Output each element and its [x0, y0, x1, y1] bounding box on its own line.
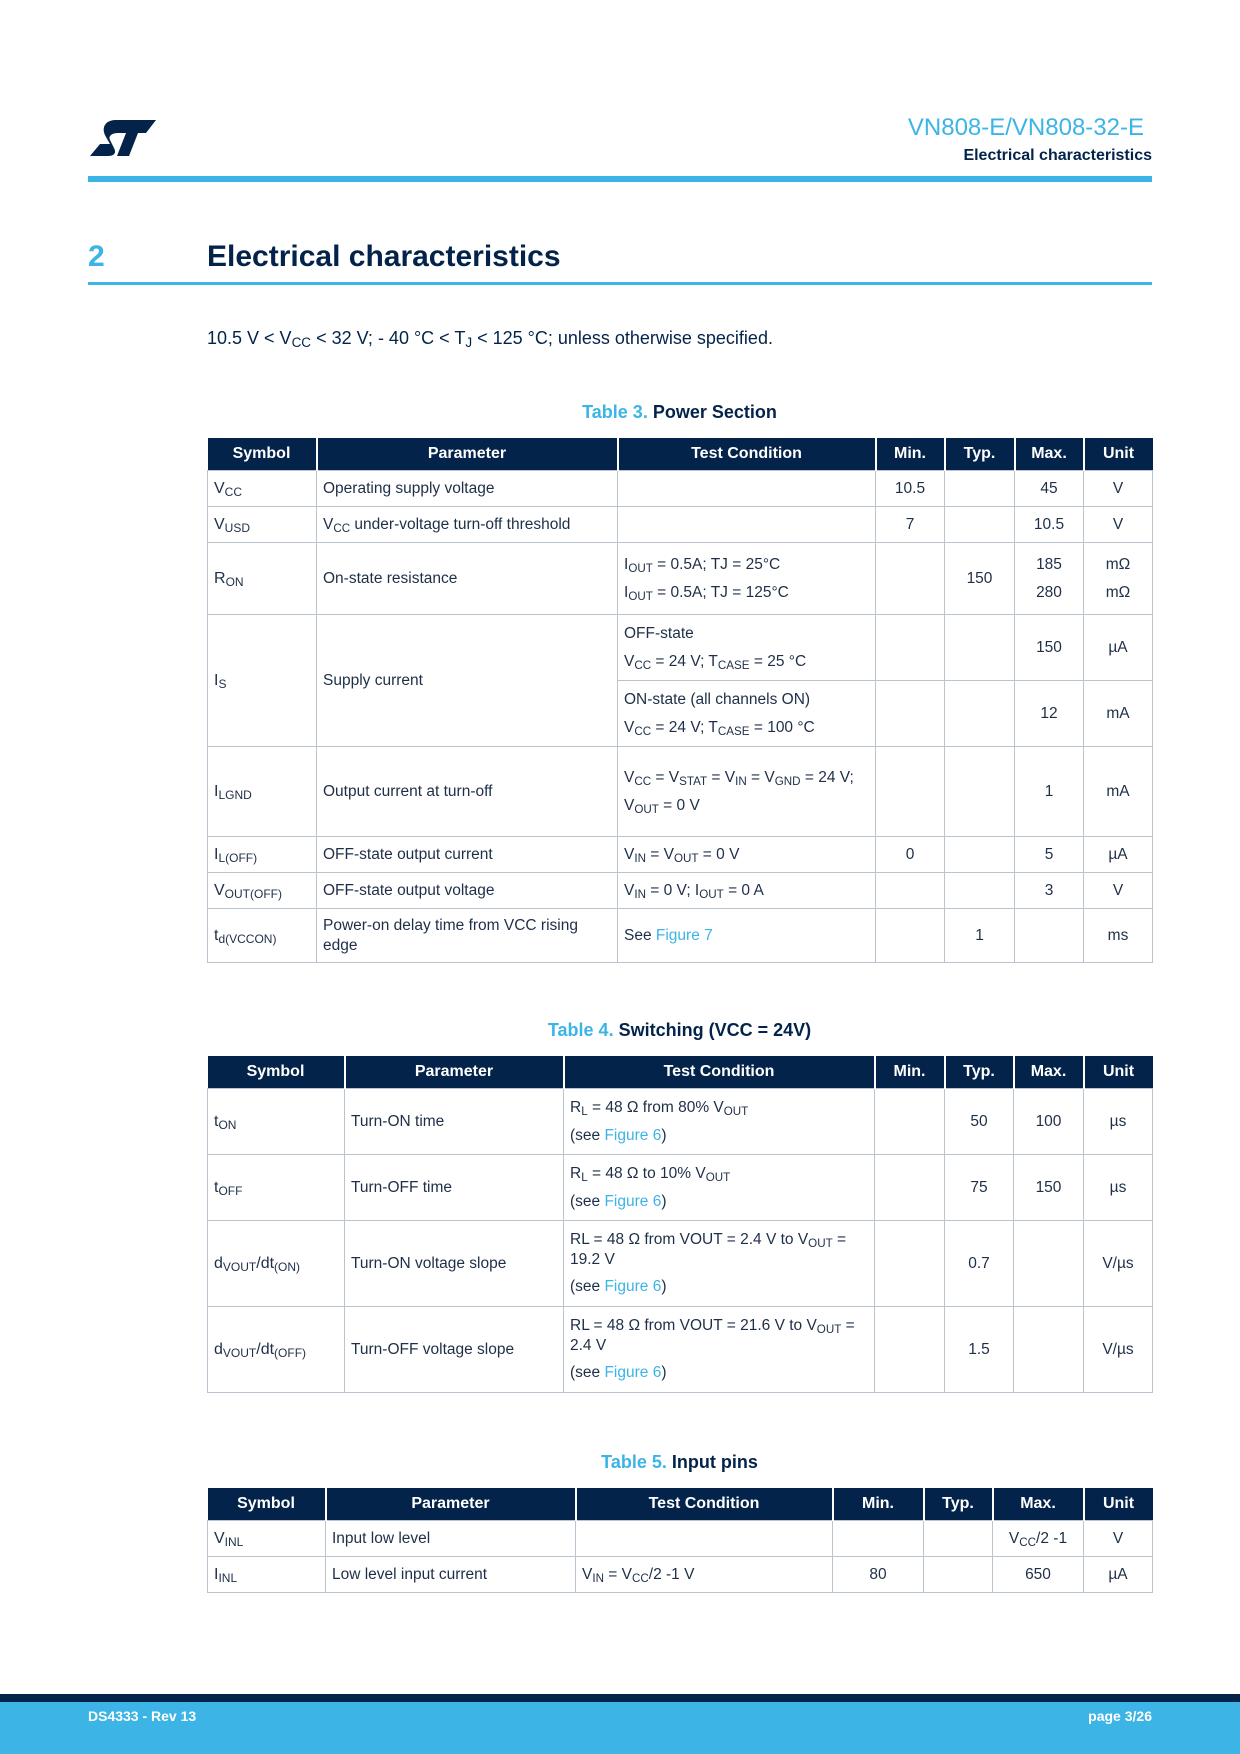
col-parameter: Parameter	[345, 1056, 564, 1089]
parameter-cell: Turn-OFF voltage slope	[345, 1307, 564, 1393]
col-min: Min.	[876, 438, 945, 471]
min-cell: 10.5	[876, 471, 945, 507]
max-cell: 150	[1014, 1155, 1084, 1221]
table-row	[208, 1221, 1153, 1307]
figure-6-link[interactable]: Figure 6	[604, 1126, 662, 1144]
max-cell: $V_{CC}/2$ -1	[993, 1521, 1084, 1557]
parameter-cell: Turn-OFF time	[345, 1155, 564, 1221]
typ-cell	[945, 615, 1015, 681]
table-row	[208, 543, 1153, 615]
unit-cell: mΩ mΩ	[1084, 543, 1153, 615]
parameter-cell: OFF-state output voltage	[317, 873, 618, 909]
condition-cell	[618, 471, 876, 507]
unit-cell: V/µs	[1084, 1307, 1153, 1393]
col-test-condition: Test Condition	[618, 438, 876, 471]
section-title: Electrical characteristics	[207, 240, 561, 273]
figure-6-link[interactable]: Figure 6	[604, 1278, 662, 1296]
min-cell	[876, 747, 945, 837]
condition-cell: $V_{IN} = V_{CC}/2$ -1 V	[576, 1557, 833, 1593]
max-cell: 10.5	[1015, 507, 1084, 543]
typ-cell	[945, 681, 1015, 747]
condition-cell: $R_L = 48$ Ω from 80% $V_{OUT}$ (see Figure 6)	[564, 1089, 875, 1155]
symbol-cell: $V_{OUT(OFF)}$	[208, 873, 317, 909]
min-cell	[833, 1521, 924, 1557]
unit-cell: V	[1084, 507, 1153, 543]
max-cell: 185 280	[1015, 543, 1084, 615]
typ-cell	[945, 837, 1015, 873]
symbol-cell: $I_{LGND}$	[208, 747, 317, 837]
parameter-cell: OFF-state output current	[317, 837, 618, 873]
col-typ: Typ.	[945, 1056, 1014, 1089]
typ-cell	[945, 747, 1015, 837]
condition-cell: OFF-state $V_{CC} = 24$ V; $T_{CASE} = 25$ °C	[618, 615, 876, 681]
col-min: Min.	[833, 1488, 924, 1521]
symbol-cell: $t_{OFF}$	[208, 1155, 345, 1221]
condition-cell: RL = 48 Ω from VOUT = 21.6 V to $V_{OUT} = 2.4$ V (see Figure 6)	[564, 1307, 875, 1393]
symbol-cell: $I_{L(OFF)}$	[208, 837, 317, 873]
table-row	[208, 1521, 1153, 1557]
table-header-row	[208, 1488, 1153, 1521]
max-cell: 650	[993, 1557, 1084, 1593]
condition-cell	[618, 507, 876, 543]
condition-cell: RL = 48 Ω from VOUT = 2.4 V to $V_{OUT} = 19.2$ V (see Figure 6)	[564, 1221, 875, 1307]
max-cell: 100	[1014, 1089, 1084, 1155]
symbol-cell: $t_{d(VCCON)}$	[208, 909, 317, 963]
table-row	[208, 1089, 1153, 1155]
unit-cell: V	[1084, 471, 1153, 507]
table4-caption: Table 4. Switching (VCC = 24V)	[547, 1020, 812, 1040]
parameter-cell: Low level input current	[326, 1557, 576, 1593]
max-cell: 1	[1015, 747, 1084, 837]
typ-cell	[924, 1521, 993, 1557]
header-rule	[88, 176, 1152, 182]
condition-cell: $V_{IN} = 0$ V; $I_{OUT} = 0$ A	[618, 873, 876, 909]
section-number: 2	[88, 240, 105, 273]
table-header-row	[208, 438, 1153, 471]
max-cell	[1014, 1221, 1084, 1307]
min-cell: 7	[876, 507, 945, 543]
condition-cell: $I_{OUT} = 0.5A$; TJ = 25°C $I_{OUT} = 0.5A$; TJ = 125°C	[618, 543, 876, 615]
unit-cell: µA	[1084, 615, 1153, 681]
symbol-cell: $t_{ON}$	[208, 1089, 345, 1155]
symbol-cell: $V_{USD}$	[208, 507, 317, 543]
st-logo	[88, 118, 158, 158]
parameter-cell: On-state resistance	[317, 543, 618, 615]
min-cell: 80	[833, 1557, 924, 1593]
table3-caption: Table 3. Power Section	[582, 402, 777, 422]
symbol-cell: $R_{ON}$	[208, 543, 317, 615]
table5-caption: Table 5. Input pins	[601, 1452, 758, 1472]
symbol-cell: $I_{INL}$	[208, 1557, 326, 1593]
table-row	[208, 615, 1153, 681]
col-unit: Unit	[1084, 1056, 1153, 1089]
condition-cell: ON-state (all channels ON) $V_{CC} = 24$ V; $T_{CASE} = 100$ °C	[618, 681, 876, 747]
max-cell: 12	[1015, 681, 1084, 747]
footer-page-number: page 3/26	[1088, 1708, 1152, 1724]
col-parameter: Parameter	[326, 1488, 576, 1521]
parameter-cell: Turn-ON time	[345, 1089, 564, 1155]
typ-cell	[924, 1557, 993, 1593]
min-cell	[875, 1221, 945, 1307]
unit-cell: V/µs	[1084, 1221, 1153, 1307]
symbol-cell: $d_{VOUT}/dt_{(ON)}$	[208, 1221, 345, 1307]
symbol-cell: $d_{VOUT}/dt_{(OFF)}$	[208, 1307, 345, 1393]
table-row	[208, 471, 1153, 507]
table-row	[208, 909, 1153, 963]
symbol-cell: $V_{INL}$	[208, 1521, 326, 1557]
footer-doc-id: DS4333 - Rev 13	[88, 1708, 197, 1724]
table-row	[208, 873, 1153, 909]
min-cell	[875, 1307, 945, 1393]
typ-cell: 75	[945, 1155, 1014, 1221]
section-rule	[88, 282, 1152, 285]
doc-title: VN808-E/VN808-32-E	[907, 114, 1144, 141]
min-cell	[875, 1155, 945, 1221]
condition-cell: $V_{CC} = V_{STAT} = V_{IN} = V_{GND} = 24$ V; $V_{OUT} = 0$ V	[618, 747, 876, 837]
table-row	[208, 1557, 1153, 1593]
parameter-cell: $V_{CC}$ under-voltage turn-off threshold	[317, 507, 618, 543]
min-cell: 0	[876, 837, 945, 873]
parameter-cell: Operating supply voltage	[317, 471, 618, 507]
table-row	[208, 837, 1153, 873]
header-section-name: Electrical characteristics	[963, 147, 1152, 164]
unit-cell: ms	[1084, 909, 1153, 963]
col-unit: Unit	[1084, 1488, 1153, 1521]
max-cell: 150	[1015, 615, 1084, 681]
parameter-cell: Input low level	[326, 1521, 576, 1557]
unit-cell: µA	[1084, 1557, 1153, 1593]
parameter-cell: Turn-ON voltage slope	[345, 1221, 564, 1307]
table-row	[208, 747, 1153, 837]
condition-cell: See Figure 7	[618, 909, 876, 963]
condition-cell	[576, 1521, 833, 1557]
symbol-cell: $V_{CC}$	[208, 471, 317, 507]
unit-cell: V	[1084, 1521, 1153, 1557]
col-max: Max.	[1015, 438, 1084, 471]
min-cell	[875, 1089, 945, 1155]
condition-cell: $V_{IN} = V_{OUT} = 0$ V	[618, 837, 876, 873]
table-row	[208, 507, 1153, 543]
max-cell: 3	[1015, 873, 1084, 909]
max-cell: 45	[1015, 471, 1084, 507]
max-cell	[1015, 909, 1084, 963]
min-cell	[876, 873, 945, 909]
table-switching	[207, 1056, 1153, 1393]
typ-cell: 150	[945, 543, 1015, 615]
min-cell	[876, 543, 945, 615]
table-power-section	[207, 438, 1153, 963]
footer-rule	[0, 1694, 1240, 1702]
typ-cell	[945, 471, 1015, 507]
col-test-condition: Test Condition	[576, 1488, 833, 1521]
table-header-row	[208, 1056, 1153, 1089]
unit-cell: µs	[1084, 1155, 1153, 1221]
conditions-intro: 10.5 $V < V_{CC} < 32$ V; - 40 $^\circ C < T_J < 125$ °C; unless otherwise specified.	[207, 328, 773, 350]
max-cell	[1014, 1307, 1084, 1393]
min-cell	[876, 681, 945, 747]
col-min: Min.	[875, 1056, 945, 1089]
condition-cell: $R_L = 48$ Ω to 10% $V_{OUT}$ (see Figure 6)	[564, 1155, 875, 1221]
figure-6-link[interactable]: Figure 6	[604, 1364, 662, 1382]
typ-cell: 1.5	[945, 1307, 1014, 1393]
unit-cell: µs	[1084, 1089, 1153, 1155]
col-symbol: Symbol	[208, 1056, 345, 1089]
unit-cell: mA	[1084, 747, 1153, 837]
min-cell	[876, 615, 945, 681]
unit-cell: V	[1084, 873, 1153, 909]
min-cell	[876, 909, 945, 963]
col-symbol: Symbol	[208, 1488, 326, 1521]
col-typ: Typ.	[924, 1488, 993, 1521]
table-row	[208, 1155, 1153, 1221]
typ-cell	[945, 507, 1015, 543]
table-row	[208, 1307, 1153, 1393]
typ-cell: 0.7	[945, 1221, 1014, 1307]
unit-cell: µA	[1084, 837, 1153, 873]
table-input-pins	[207, 1488, 1153, 1593]
col-max: Max.	[1014, 1056, 1084, 1089]
parameter-cell: Output current at turn-off	[317, 747, 618, 837]
col-symbol: Symbol	[208, 438, 317, 471]
parameter-cell: Supply current	[317, 615, 618, 747]
col-max: Max.	[993, 1488, 1084, 1521]
col-test-condition: Test Condition	[564, 1056, 875, 1089]
unit-cell: mA	[1084, 681, 1153, 747]
typ-cell: 1	[945, 909, 1015, 963]
col-typ: Typ.	[945, 438, 1015, 471]
figure-6-link[interactable]: Figure 6	[604, 1192, 662, 1210]
figure-7-link[interactable]: Figure 7	[655, 926, 713, 944]
typ-cell: 50	[945, 1089, 1014, 1155]
col-unit: Unit	[1084, 438, 1153, 471]
typ-cell	[945, 873, 1015, 909]
max-cell: 5	[1015, 837, 1084, 873]
col-parameter: Parameter	[317, 438, 618, 471]
parameter-cell: Power-on delay time from VCC rising edge	[317, 909, 618, 963]
symbol-cell: $I_S$	[208, 615, 317, 747]
